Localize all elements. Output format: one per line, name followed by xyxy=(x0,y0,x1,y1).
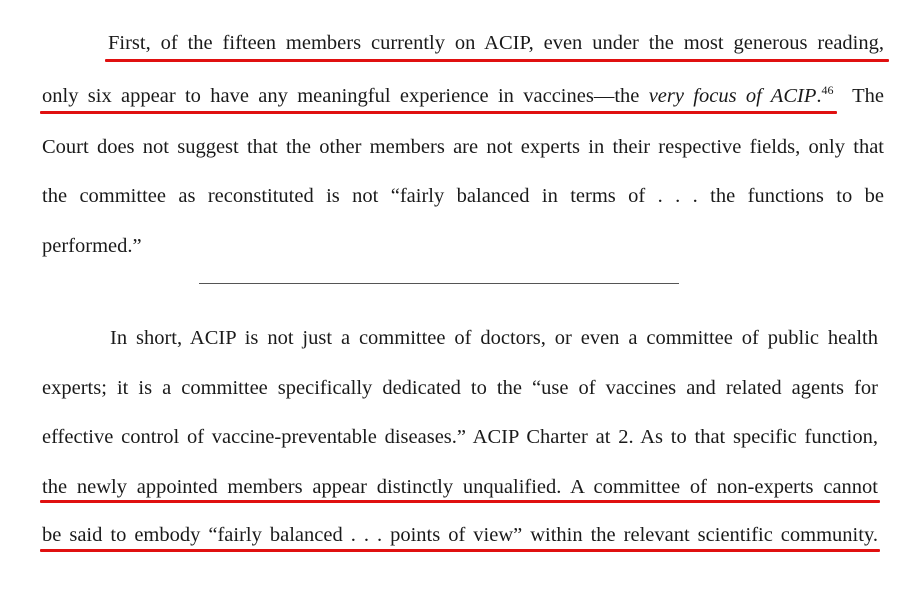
section-divider xyxy=(199,283,679,284)
paragraph1-line2-italic: very focus of ACIP xyxy=(648,85,817,107)
paragraph2-line4: the newly appointed members appear distinctly unqualified. A committee of non-experts cannot xyxy=(42,476,878,498)
paragraph2-line2: experts; it is a committee specifically dedicated to the “use of vaccines and related agents for xyxy=(42,377,878,399)
paragraph1-line2 xyxy=(42,84,884,110)
highlight-underline-p1-line1 xyxy=(105,59,889,62)
paragraph1-line5: performed.” xyxy=(42,235,142,257)
paragraph1-line1: First, of the fifteen members currently on ACIP, even under the most generous reading, xyxy=(108,32,884,54)
footnote-marker: 46 xyxy=(821,83,834,97)
paragraph2-line3: effective control of vaccine-preventable diseases.” ACIP Charter at 2. As to that specific function, xyxy=(42,426,878,448)
paragraph1-line2-end: The xyxy=(852,85,885,107)
highlight-underline-p2-line5 xyxy=(40,549,880,552)
paragraph2-line5: be said to embody “fairly balanced . . . points of view” within the relevant scientific community. xyxy=(42,524,878,546)
paragraph1-line2-period: . xyxy=(816,85,822,107)
paragraph2-line1: In short, ACIP is not just a committee of doctors, or even a committee of public health xyxy=(110,327,878,349)
highlight-underline-p1-line2 xyxy=(40,111,837,114)
paragraph1-line2-text: only six appear to have any meaningful experience in vaccines—the xyxy=(42,85,649,107)
highlight-underline-p2-line4 xyxy=(40,500,880,503)
paragraph1-line4: the committee as reconstituted is not “fairly balanced in terms of . . . the functions to be xyxy=(42,185,884,207)
paragraph1-line3: Court does not suggest that the other members are not experts in their respective fields, only that xyxy=(42,136,884,158)
